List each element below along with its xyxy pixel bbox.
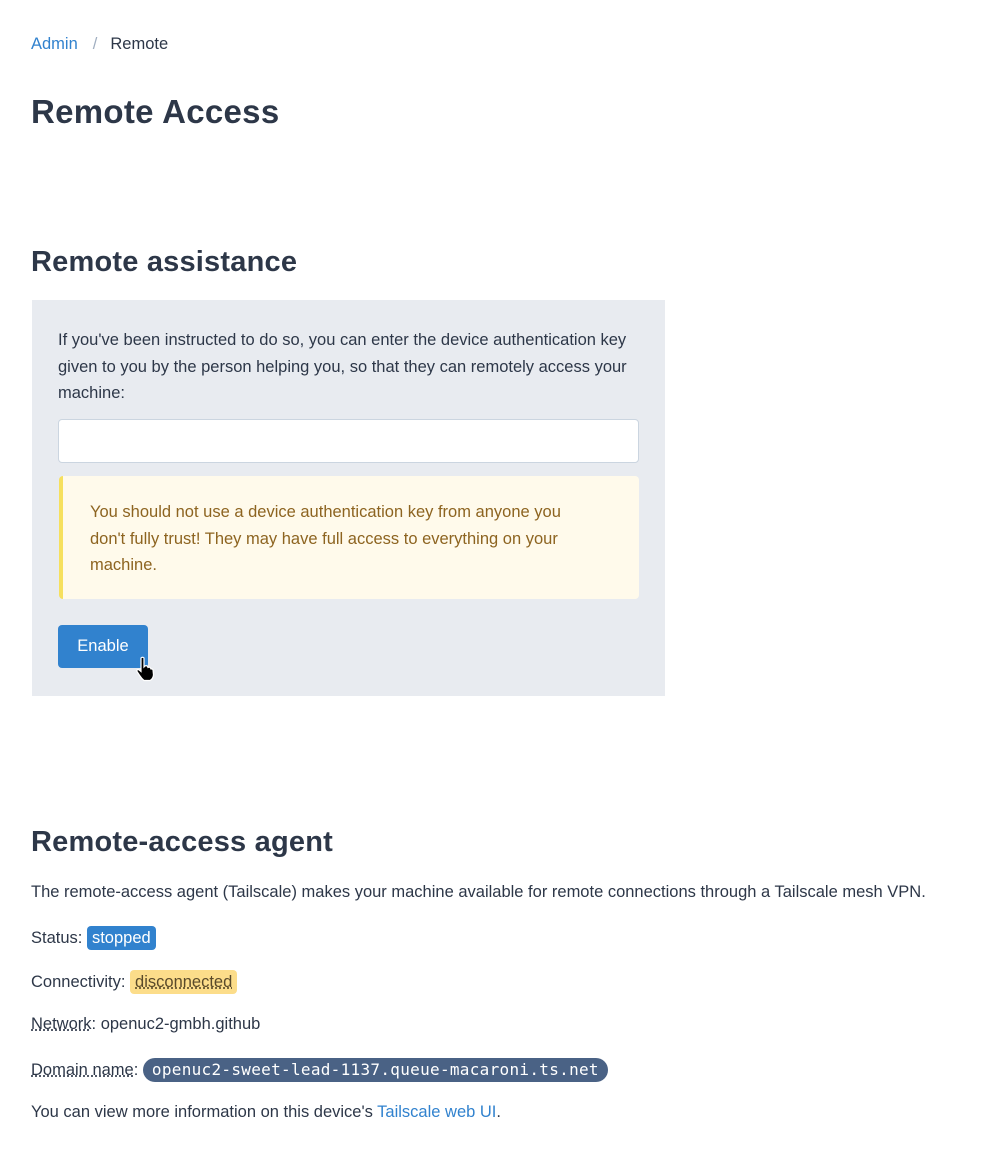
warning-text: You should not use a device authentication key from anyone you don't fully trust! They may have full access to everything on your machine. — [90, 503, 561, 574]
network-row: Network: openuc2-gmbh.github — [31, 1015, 261, 1033]
hand-pointer-cursor-icon — [135, 656, 155, 682]
warning-callout — [59, 476, 639, 599]
remote-assistance-heading: Remote assistance — [31, 246, 298, 278]
breadcrumb — [31, 35, 168, 54]
domain-value: openuc2-sweet-lead-1137.queue-macaroni.ts.net — [143, 1058, 608, 1082]
page-title: Remote Access — [31, 93, 280, 130]
connectivity-row: Connectivity: disconnected — [31, 970, 237, 994]
status-badge: stopped — [87, 926, 156, 950]
domain-row: Domain name: openuc2-sweet-lead-1137.queue-macaroni.ts.net — [31, 1058, 608, 1082]
breadcrumb-separator: / — [92, 35, 98, 53]
more-info-row — [31, 1103, 501, 1122]
remote-assistance-instructions: If you've been instructed to do so, you can enter the device authentication key given to you by the person helping you, so that they can remotely access your machine: — [58, 331, 627, 402]
network-label: Network — [31, 1015, 92, 1033]
more-info-text: You can view more information on this device's — [31, 1103, 378, 1121]
breadcrumb-current: Remote — [110, 35, 169, 53]
agent-description: The remote-access agent (Tailscale) makes your machine available for remote connections through a Tailscale mesh VPN. — [31, 883, 926, 901]
status-label: Status — [31, 929, 78, 947]
tailscale-web-ui-link[interactable]: Tailscale web UI — [377, 1103, 497, 1121]
connectivity-label: Connectivity — [31, 973, 121, 991]
more-info-suffix: . — [496, 1103, 501, 1121]
enable-button[interactable]: Enable — [58, 625, 148, 668]
domain-label: Domain name — [31, 1061, 134, 1079]
agent-heading: Remote-access agent — [31, 826, 333, 858]
connectivity-badge: disconnected — [130, 970, 237, 994]
remote-assistance-panel — [32, 300, 665, 696]
auth-key-input[interactable] — [58, 419, 639, 463]
breadcrumb-admin-link[interactable]: Admin — [31, 35, 78, 53]
network-value: openuc2-gmbh.github — [100, 1015, 261, 1033]
status-row: Status: stopped — [31, 926, 156, 950]
